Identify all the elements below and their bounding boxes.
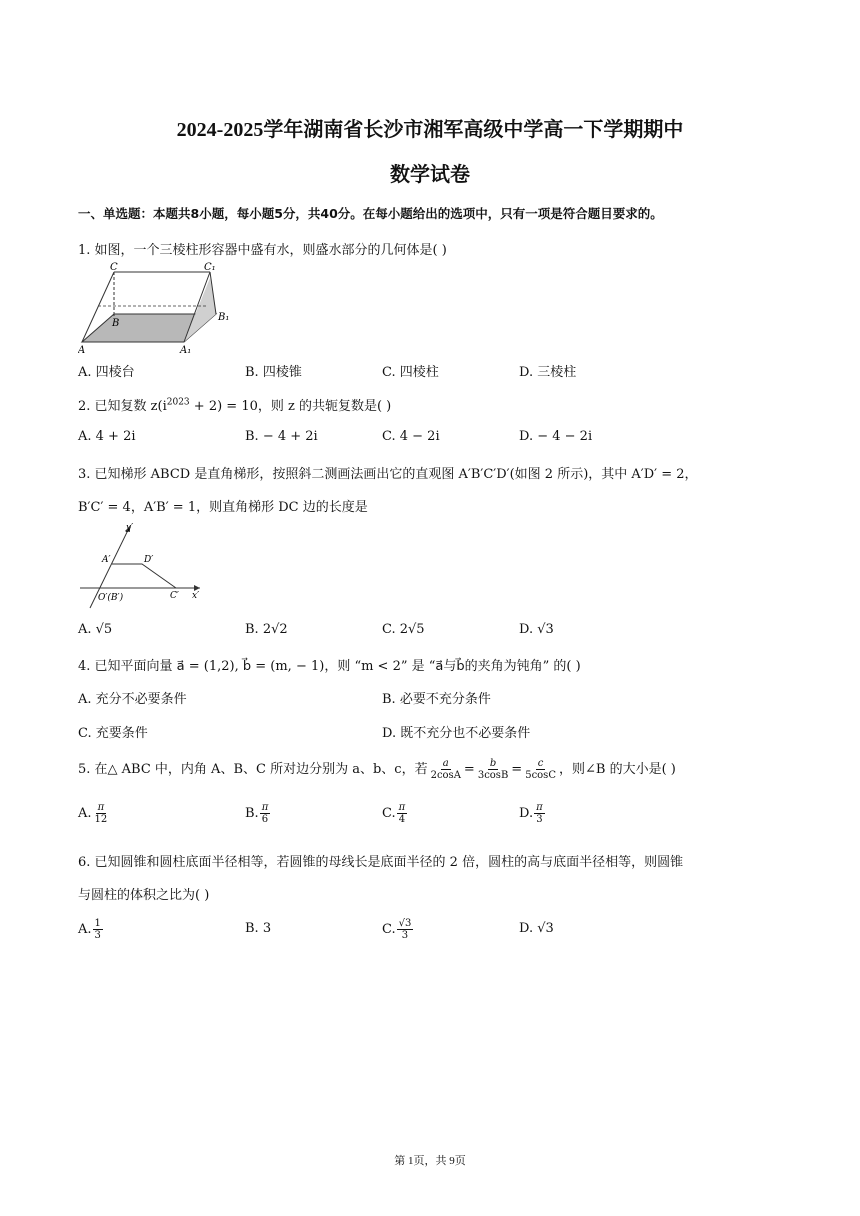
label-C: C xyxy=(110,262,118,273)
question-5-stem: 5. 在△ ABC 中，内角 A、B、C 所对边分别为 a、b、c，若 $\frac{a}{2\cos A}$ = $\frac{b}{3\cos B}$ = $\frac{c}{5\cos C}$ ，则∠B 的大小是( ) xyxy=(78,758,676,781)
label-A-prime: A′ xyxy=(102,555,111,565)
q1-option-c[interactable]: C. 四棱柱 xyxy=(382,365,439,380)
prism-figure xyxy=(78,262,238,354)
q5-option-d[interactable]: D. $\frac{\pi}{3}$ xyxy=(519,802,543,825)
q5-option-a[interactable]: A. $\frac{\pi}{12}$ xyxy=(78,802,108,825)
question-6-stem-line1: 6. 已知圆锥和圆柱底面半径相等，若圆锥的母线长是底面半径的 2 倍，圆柱的高与底面半径相等，则圆锥 xyxy=(78,855,684,870)
q2-option-a[interactable]: A. 4 + 2i xyxy=(78,429,136,444)
q6-option-a[interactable]: A. $\frac{1}{3}$ xyxy=(78,918,101,941)
section-heading: 一、单选题：本题共8小题，每小题5分，共40分。在每小题给出的选项中，只有一项是符合题目要求的。 xyxy=(78,206,663,221)
question-3-stem-line2: B′C′ = 4，A′B′ = 1，则直角梯形 DC 边的长度是 xyxy=(78,500,368,515)
label-D-prime: D′ xyxy=(144,555,154,565)
question-6-stem-line2: 与圆柱的体积之比为( ) xyxy=(78,888,210,903)
q5-option-c[interactable]: C. $\frac{\pi}{4}$ xyxy=(382,802,406,825)
q3-option-c[interactable]: C. 2√5 xyxy=(382,622,425,637)
question-3-stem-line1: 3. 已知梯形 ABCD 是直角梯形，按照斜二测画法画出它的直观图 A′B′C′D′(如图 2 所示)，其中 A′D′ = 2， xyxy=(78,467,698,482)
label-B1: B₁ xyxy=(218,312,230,323)
q5-stem-part-b: ，则∠B 的大小是( ) xyxy=(558,762,676,777)
q2-exponent: 2023 xyxy=(166,397,190,408)
q3-option-b[interactable]: B. 2√2 xyxy=(245,622,288,637)
q4-option-d[interactable]: D. 既不充分也不必要条件 xyxy=(382,726,531,741)
q5-stem-part-a: 5. 在△ ABC 中，内角 A、B、C 所对边分别为 a、b、c，若 xyxy=(78,762,428,777)
q2-option-c[interactable]: C. 4 − 2i xyxy=(382,429,440,444)
label-B: B xyxy=(112,318,120,329)
q5-fraction-a: $\frac{a}{2\cos A}$ xyxy=(430,758,461,781)
q6-option-d[interactable]: D. √3 xyxy=(519,921,554,936)
page-title: 2024-2025学年湖南省长沙市湘军高级中学高一下学期期中 xyxy=(176,119,684,141)
question-1-stem: 1. 如图，一个三棱柱形容器中盛有水，则盛水部分的几何体是( ) xyxy=(78,243,447,258)
label-x: x′ xyxy=(192,591,200,601)
q6-option-c[interactable]: C. $\frac{√3}{3}$ xyxy=(382,918,412,941)
q4-option-a[interactable]: A. 充分不必要条件 xyxy=(78,692,187,707)
q4-option-c[interactable]: C. 充要条件 xyxy=(78,726,148,741)
q3-option-a[interactable]: A. √5 xyxy=(78,622,113,637)
q1-option-a[interactable]: A. 四棱台 xyxy=(78,365,135,380)
q2-option-b[interactable]: B. − 4 + 2i xyxy=(245,429,318,444)
question-4-stem: 4. 已知平面向量 a⃗ = (1,2), b⃗ = (m, − 1)，则 “m < 2” 是 “a⃗与b⃗的夹角为钝角” 的( ) xyxy=(78,659,581,674)
page-footer: 第 1页，共 9页 xyxy=(394,1155,466,1167)
q5-option-b[interactable]: B. $\frac{\pi}{6}$ xyxy=(245,802,269,825)
q2-option-d[interactable]: D. − 4 − 2i xyxy=(519,429,593,444)
q2-stem-part-a: 2. 已知复数 z(i xyxy=(78,399,167,414)
q1-option-d[interactable]: D. 三棱柱 xyxy=(519,365,577,380)
q6-option-b[interactable]: B. 3 xyxy=(245,921,272,936)
q1-option-b[interactable]: B. 四棱锥 xyxy=(245,365,302,380)
label-A1: A₁ xyxy=(180,345,192,354)
label-C-prime: C′ xyxy=(170,591,179,601)
q3-option-d[interactable]: D. √3 xyxy=(519,622,554,637)
q5-fraction-c: $\frac{c}{5\cos C}$ xyxy=(525,758,556,781)
label-y: y′ xyxy=(126,523,134,533)
trapezoid-figure xyxy=(78,518,208,612)
label-A: A xyxy=(78,345,86,354)
page-subtitle: 数学试卷 xyxy=(390,164,470,186)
question-2-stem xyxy=(78,395,391,414)
label-origin: O′(B′) xyxy=(98,593,124,603)
q2-stem-part-b: + 2) = 10，则 z 的共轭复数是( ) xyxy=(189,399,392,414)
q5-fraction-b: $\frac{b}{3\cos B}$ xyxy=(477,758,509,781)
label-C1: C₁ xyxy=(204,262,216,273)
q4-option-b[interactable]: B. 必要不充分条件 xyxy=(382,692,491,707)
